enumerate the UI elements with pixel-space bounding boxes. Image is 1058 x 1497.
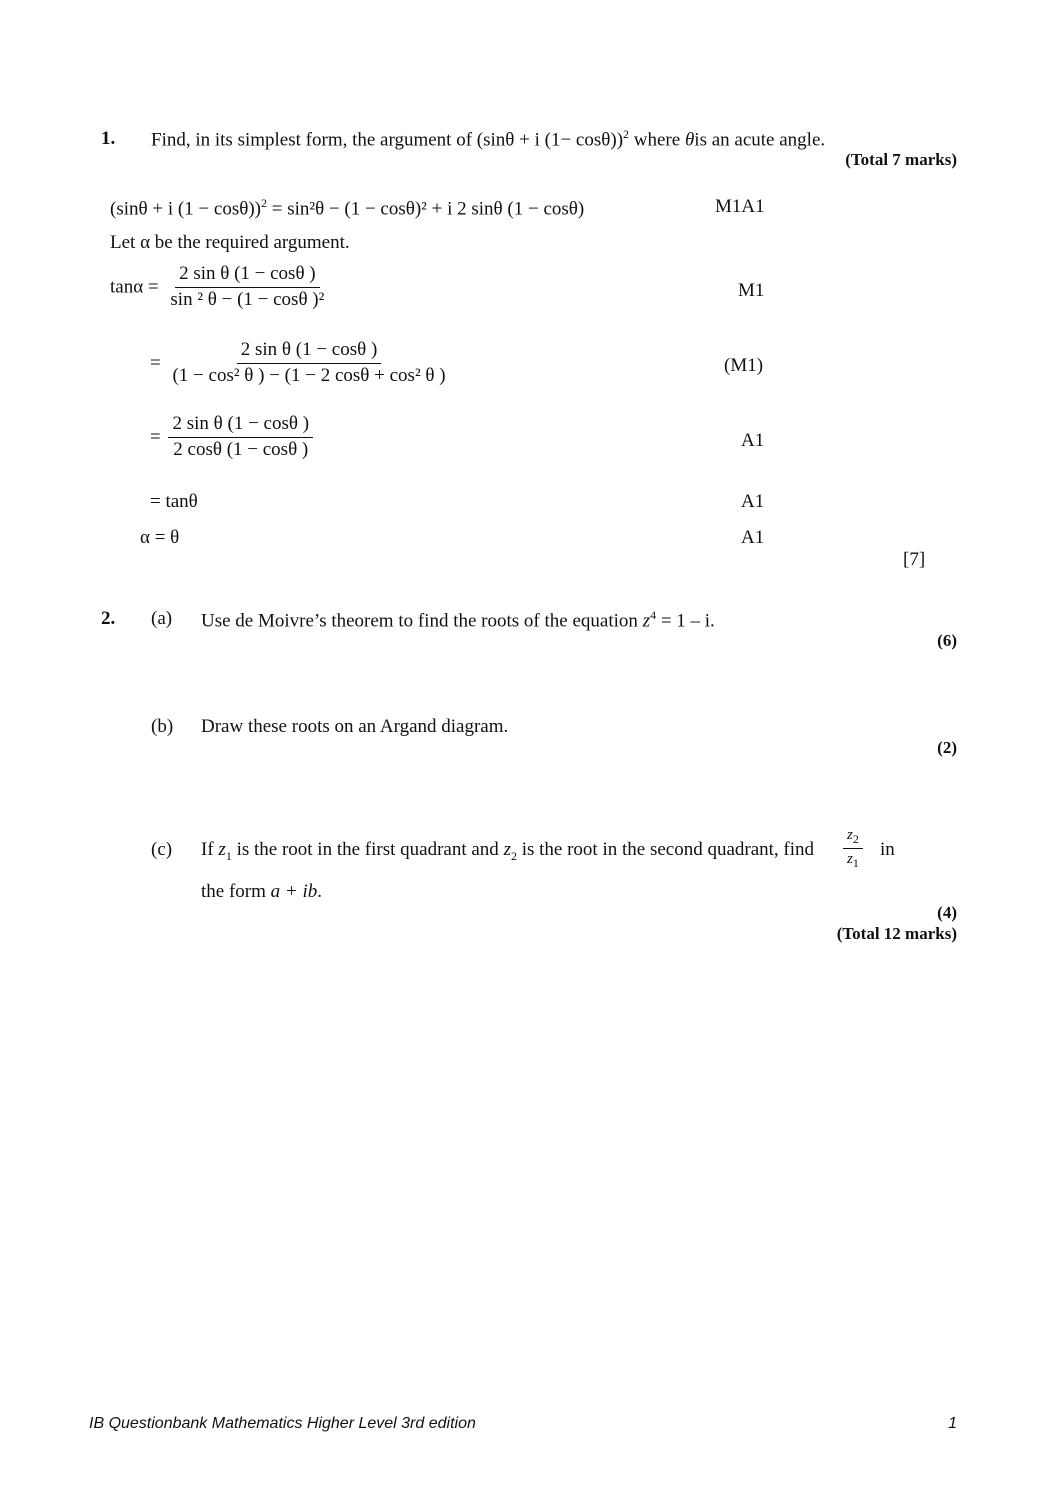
q2c-num-var: z (847, 827, 853, 843)
q1-step3-lhs: tanα = (110, 276, 159, 298)
footer-page-number: 1 (948, 1415, 957, 1432)
q1-step-6: = tanθ (150, 491, 198, 512)
q2c-fraction (840, 827, 866, 870)
footer-title: IB Questionbank Mathematics Higher Level 3rd edition (89, 1415, 476, 1432)
question-1-prompt (151, 127, 825, 151)
q2c-den-sub: 1 (852, 856, 859, 871)
q2c-z2-sub: 2 (510, 848, 517, 863)
q2c-label: (c) (151, 839, 173, 860)
q1-step-3 (110, 264, 331, 311)
q2c-text-line1 (201, 839, 814, 864)
q1-step3-mark: M1 (738, 280, 765, 301)
q2c-fraction-stack (843, 827, 863, 870)
q1-step3-numerator: 2 sin θ (1 − cosθ ) (175, 264, 320, 288)
q1-step4-denominator: (1 − cos² θ ) − (1 − 2 cosθ + cos² θ ) (172, 364, 446, 386)
q1-step4-fraction (168, 340, 449, 387)
q2c-text-mid1: is the root in the first quadrant and (236, 839, 499, 860)
q2c-text-if: If (201, 839, 214, 860)
q2a-eq-rest: = 1 – i. (660, 610, 715, 632)
q1-step1-mark: M1A1 (715, 196, 765, 217)
question-2-number: 2. (101, 608, 116, 629)
q1-step4-numerator: 2 sin θ (1 − cosθ ) (237, 340, 382, 364)
q1-exponent: 2 (623, 127, 630, 141)
q2c-text-mid2: is the root in the second quadrant, find (521, 839, 815, 860)
q2c-z1-sub: 1 (225, 848, 232, 863)
q2c-line2-end: . (317, 881, 323, 902)
q2c-fraction-denominator (843, 849, 863, 870)
q2c-line2-math: a + ib (270, 881, 318, 902)
q1-step6-mark: A1 (741, 491, 765, 512)
q1-bracket-total: [7] (903, 549, 926, 570)
q1-step3-denominator: sin ² θ − (1 − cosθ )² (170, 288, 325, 310)
q1-step3-fraction (166, 264, 328, 311)
q2b-text: Draw these roots on an Argand diagram. (201, 716, 509, 737)
q1-step5-numerator: 2 sin θ (1 − cosθ ) (168, 414, 313, 438)
q1-step1-sup: 2 (260, 196, 267, 210)
q2a-eq-sup: 4 (650, 608, 657, 622)
q1-step5-lhs: = (150, 426, 161, 448)
q2c-marks: (4) (937, 903, 957, 922)
q2a-label: (a) (151, 608, 173, 629)
q1-step1-lhs: (sinθ + i (1 − cosθ)) (110, 198, 261, 220)
q1-prompt-before: Find, in its simplest form, the argument of (151, 129, 473, 151)
q1-step4-lhs: = (150, 352, 161, 374)
q1-prompt-after: is an acute angle. (694, 129, 826, 151)
q1-step4-mark: (M1) (724, 355, 764, 376)
q1-theta: θ (684, 129, 695, 151)
q2b-marks: (2) (937, 738, 957, 757)
q2c-z2: z (503, 839, 511, 860)
q2c-num-sub: 2 (852, 832, 859, 846)
q2a-text (201, 608, 715, 632)
q1-step-7: α = θ (140, 527, 180, 548)
q1-prompt-where: where (633, 129, 681, 151)
q2c-text-line2 (201, 881, 322, 903)
q1-step5-mark: A1 (741, 430, 765, 451)
q2a-text-before: Use de Moivre’s theorem to find the roots of the equation (201, 610, 638, 632)
q1-step5-fraction (168, 414, 313, 461)
question-1-total-marks: (Total 7 marks) (845, 150, 957, 169)
q2c-z1: z (218, 839, 226, 860)
q1-step-4 (150, 340, 453, 387)
q2c-text-in: in (880, 839, 895, 860)
question-1-number: 1. (101, 128, 116, 149)
q2c-line2-before: the form (201, 881, 266, 902)
q1-step-2-text: Let α be the required argument. (110, 232, 350, 253)
q1-step5-denominator: 2 cosθ (1 − cosθ ) (173, 438, 309, 460)
q1-step1-rhs: = sin²θ − (1 − cosθ)² + i 2 sinθ (1 − cosθ) (271, 198, 585, 220)
q2c-fraction-numerator (843, 827, 863, 849)
q1-step7-mark: A1 (741, 527, 765, 548)
q2a-eq-var: z (642, 610, 651, 632)
question-2-total-marks: (Total 12 marks) (836, 924, 957, 943)
q1-expression: (sinθ + i (1− cosθ)) (476, 129, 624, 151)
q2b-label: (b) (151, 716, 174, 737)
q1-step-1 (110, 196, 584, 220)
q1-step-5 (150, 414, 316, 461)
q2a-marks: (6) (937, 631, 957, 650)
q2c-den-var: z (847, 851, 853, 868)
